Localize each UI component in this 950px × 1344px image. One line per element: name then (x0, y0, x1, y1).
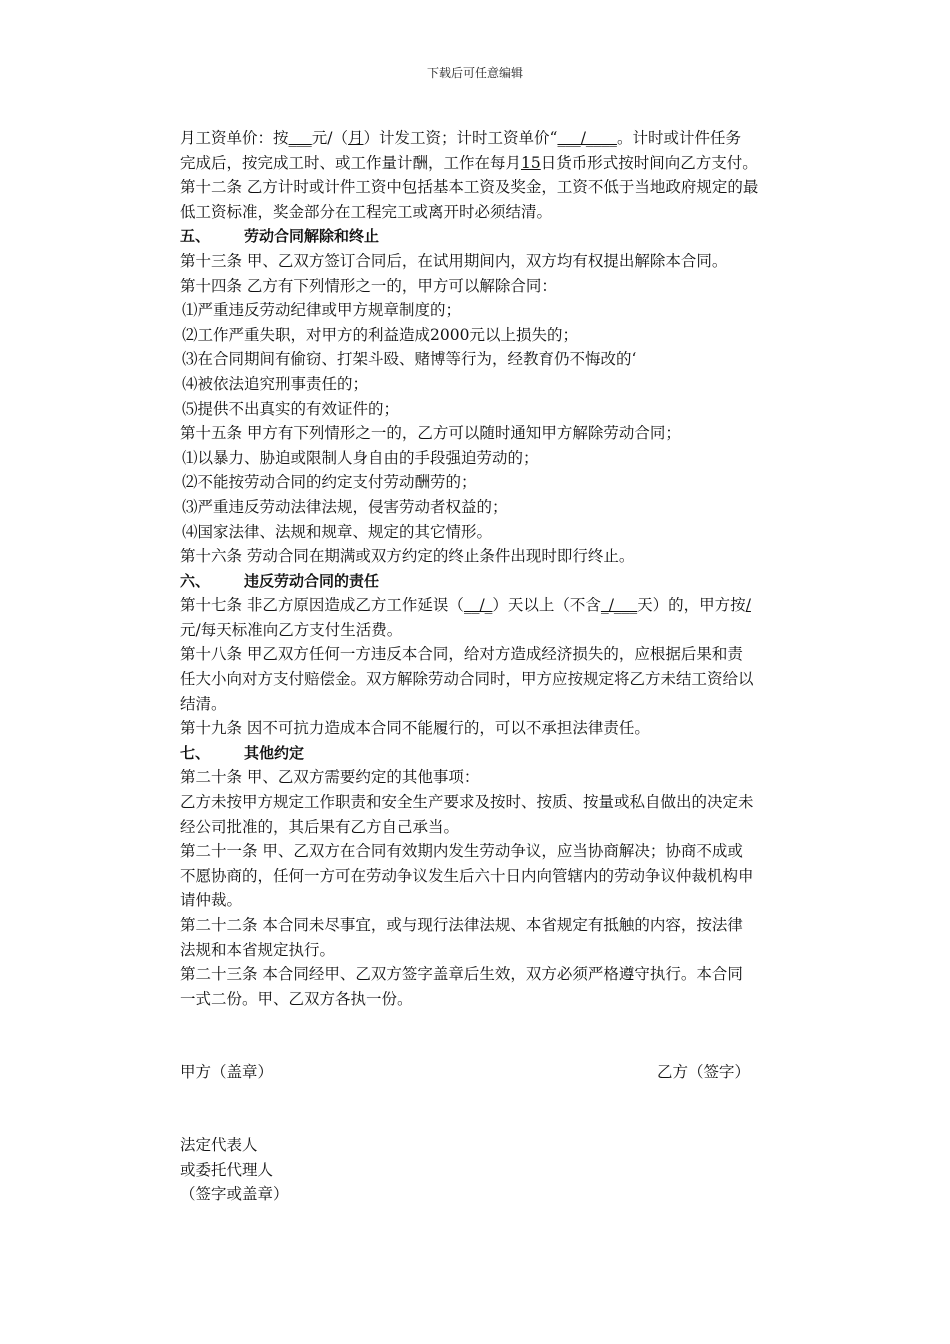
section-heading-5: 五、 劳动合同解除和终止 (180, 227, 380, 246)
document-body (180, 126, 808, 1207)
article-21-cont: 不愿协商的，任何一方可在劳动争议发生后六十日内向管辖内的劳动争议仲裁机构申 (180, 866, 754, 885)
payment-line: 完成后，按完成工时、或工作量计酬，工作在每月15日货币形式按时间向乙方支付。 (180, 153, 758, 172)
wage-unit-line: 月工资单价：按___元/（月）计发工资；计时工资单价“___/____。计时或计件任务 (180, 129, 741, 147)
blank-excluded-days: _/___ (600, 596, 638, 615)
article-17: 第十七条 非乙方原因造成乙方工作延误（__/_）天以上（不含_/___天）的，甲方按/ (180, 596, 751, 615)
list-item: ⑴严重违反劳动纪律或甲方规章制度的； (182, 301, 462, 320)
spacer (180, 1011, 808, 1060)
spacer (180, 1085, 808, 1133)
party-a-seal-label: 甲方（盖章） (180, 1063, 274, 1082)
article-19: 第十九条 因不可抗力造成本合同不能履行的，可以不承担法律责任。 (180, 719, 650, 738)
blank-period: 月 (348, 129, 364, 147)
pay-day: 15 (521, 153, 541, 172)
article-20-cont: 经公司批准的，其后果有乙方自己承当。 (180, 817, 460, 836)
list-item: ⑵工作严重失职，对甲方的利益造成2000元以上损失的； (182, 325, 578, 344)
article-20: 第二十条 甲、乙双方需要约定的其他事项： (180, 768, 480, 787)
article-12: 第十二条 乙方计时或计件工资中包括基本工资及奖金，工资不低于当地政府规定的最 (180, 178, 759, 197)
list-item: ⑵不能按劳动合同的约定支付劳动酬劳的； (182, 473, 477, 492)
page-header: 下载后可任意编辑 (426, 66, 523, 80)
article-17-cont: 元/每天标准向乙方支付生活费。 (180, 620, 403, 639)
article-16: 第十六条 劳动合同在期满或双方约定的终止条件出现时即行终止。 (180, 547, 635, 566)
section-heading-6: 六、 违反劳动合同的责任 (180, 571, 380, 590)
blank-hourly-rate: ___/____ (557, 129, 617, 147)
article-14: 第十四条 乙方有下列情形之一的，甲方可以解除合同： (180, 276, 557, 295)
list-item: ⑸提供不出真实的有效证件的； (182, 399, 400, 418)
signature-row (180, 1060, 808, 1085)
article-22: 第二十二条 本合同未尽事宜，或与现行法律法规、本省规定有抵触的内容，按法律 (180, 916, 743, 934)
article-22-cont: 法规和本省规定执行。 (180, 940, 336, 959)
list-item: ⑶严重违反劳动法律法规，侵害劳动者权益的； (182, 497, 508, 516)
list-item: ⑴以暴力、胁迫或限制人身自由的手段强迫劳动的； (182, 448, 539, 467)
legal-representative-label: 法定代表人 (180, 1135, 258, 1154)
article-18-cont: 结清。 (180, 694, 227, 713)
section-heading-7: 七、 其他约定 (180, 743, 305, 762)
article-21: 第二十一条 甲、乙双方在合同有效期内发生劳动争议，应当协商解决；协商不成或 (180, 842, 743, 861)
article-13: 第十三条 甲、乙双方签订合同后，在试用期间内，双方均有权提出解除本合同。 (180, 251, 728, 270)
article-21-cont: 请仲裁。 (180, 891, 243, 910)
blank-amount: ___ (288, 129, 312, 147)
article-20-cont: 乙方未按甲方规定工作职责和安全生产要求及按时、按质、按量或私自做出的决定未 (180, 793, 754, 812)
authorized-agent-label: 或委托代理人 (180, 1160, 274, 1179)
article-18: 第十八条 甲乙双方任何一方违反本合同，给对方造成经济损失的，应根据后果和责 (180, 645, 743, 664)
list-item: ⑶在合同期间有偷窃、打架斗殴、赌博等行为，经教育仍不悔改的‘ (182, 350, 637, 369)
list-item: ⑷国家法律、法规和规章、规定的其它情形。 (182, 522, 493, 541)
blank-delay-days: __/_ (463, 596, 493, 615)
sign-or-seal-label: （签字或盖章） (180, 1185, 289, 1204)
list-item: ⑷被依法追究刑事责任的； (182, 374, 369, 393)
article-23: 第二十三条 本合同经甲、乙双方签字盖章后生效，双方必须严格遵守执行。本合同 (180, 965, 743, 984)
article-18-cont: 任大小向对方支付赔偿金。双方解除劳动合同时，甲方应按规定将乙方未结工资给以 (180, 670, 754, 689)
article-23-cont: 一式二份。甲、乙双方各执一份。 (180, 989, 413, 1008)
article-15: 第十五条 甲方有下列情形之一的，乙方可以随时通知甲方解除劳动合同； (180, 424, 681, 443)
blank-daily-rate: / (745, 596, 751, 615)
party-b-sign-label: 乙方（签字） (657, 1063, 751, 1082)
article-12-cont: 低工资标准，奖金部分在工程完工或离开时必须结清。 (180, 202, 553, 221)
